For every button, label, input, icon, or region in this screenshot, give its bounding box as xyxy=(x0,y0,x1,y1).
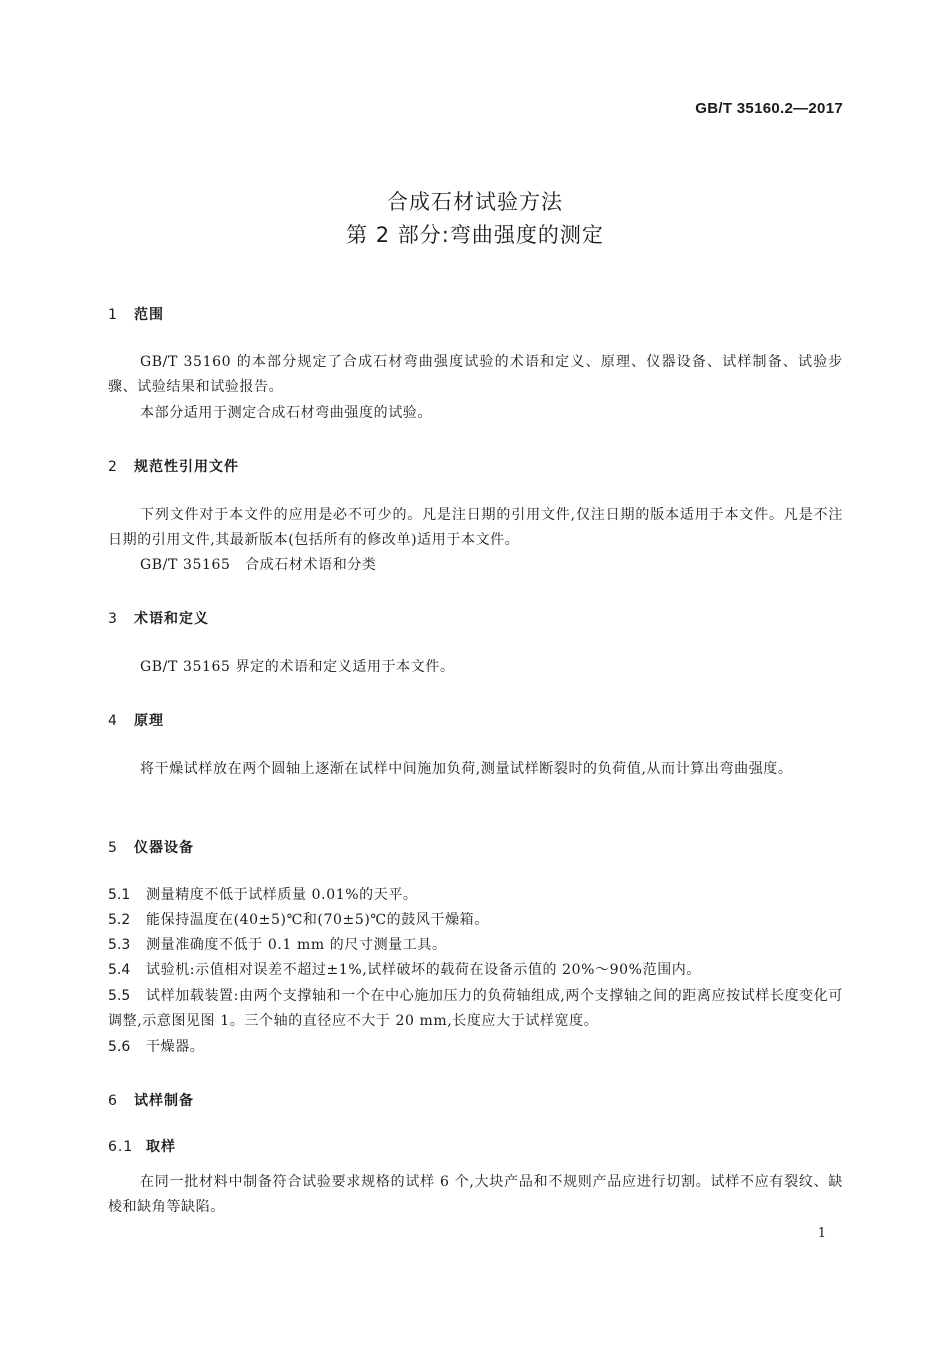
section-2-reference: GB/T 35165 合成石材术语和分类 xyxy=(140,557,377,573)
section-3-heading xyxy=(108,608,209,628)
section-3-paragraph-1: GB/T 35165 界定的术语和定义适用于本文件。 xyxy=(140,659,455,675)
item-number: 5.6 xyxy=(108,1039,131,1055)
section-number: 1 xyxy=(108,307,118,323)
section-title: 原理 xyxy=(134,713,164,729)
section-4-heading xyxy=(108,710,164,730)
item-number: 5.4 xyxy=(108,962,131,978)
list-item xyxy=(108,958,843,983)
item-number: 5.1 xyxy=(108,887,131,903)
item-text: 能保持温度在(40±5)℃和(70±5)℃的鼓风干燥箱。 xyxy=(146,912,489,928)
standard-code: GB/T 35160.2—2017 xyxy=(695,100,843,117)
item-text: 测量精度不低于试样质量 0.01%的天平。 xyxy=(146,887,418,903)
list-item xyxy=(108,933,843,958)
document-title: 合成石材试验方法 xyxy=(387,190,563,214)
list-item xyxy=(108,908,843,933)
list-item xyxy=(108,883,843,908)
section-6-1-heading xyxy=(108,1136,176,1156)
section-1-paragraph-1: GB/T 35160 的本部分规定了合成石材弯曲强度试验的术语和定义、原理、仪器设备、试样制备、试验步骤、试验结果和试验报告。 xyxy=(108,354,843,395)
item-text: 干燥器。 xyxy=(146,1039,205,1055)
section-number: 2 xyxy=(108,459,118,475)
section-title: 术语和定义 xyxy=(134,611,209,627)
subsection-number: 6.1 xyxy=(108,1139,134,1155)
section-title: 仪器设备 xyxy=(134,840,194,856)
section-1-paragraph-2: 本部分适用于测定合成石材弯曲强度的试验。 xyxy=(140,405,432,421)
section-6-1-paragraph-1: 在同一批材料中制备符合试验要求规格的试样 6 个,大块产品和不规则产品应进行切割。试样不应有裂纹、缺棱和缺角等缺陷。 xyxy=(108,1174,843,1215)
section-number: 6 xyxy=(108,1093,118,1109)
section-title: 范围 xyxy=(134,307,164,323)
section-1-heading xyxy=(108,304,164,324)
section-4-paragraph-1: 将干燥试样放在两个圆轴上逐渐在试样中间施加负荷,测量试样断裂时的负荷值,从而计算出弯曲强度。 xyxy=(140,761,793,777)
section-number: 4 xyxy=(108,713,118,729)
page-number: 1 xyxy=(817,1226,826,1241)
section-number: 5 xyxy=(108,840,118,856)
section-number: 3 xyxy=(108,611,118,627)
item-text: 测量准确度不低于 0.1 mm 的尺寸测量工具。 xyxy=(146,937,447,953)
section-6-heading xyxy=(108,1090,194,1110)
document-subtitle: 第 2 部分:弯曲强度的测定 xyxy=(346,223,604,247)
item-number: 5.2 xyxy=(108,912,131,928)
item-text: 试样加载装置:由两个支撑轴和一个在中心施加压力的负荷轴组成,两个支撑轴之间的距离应按试样长度变化可调整,示意图见图 1。三个轴的直径应不大于 20 mm,长度应大于试样宽度。 xyxy=(108,988,843,1029)
section-title: 试样制备 xyxy=(134,1093,194,1109)
subsection-title: 取样 xyxy=(146,1139,176,1155)
section-2-paragraph-1: 下列文件对于本文件的应用是必不可少的。凡是注日期的引用文件,仅注日期的版本适用于本文件。凡是不注日期的引用文件,其最新版本(包括所有的修改单)适用于本文件。 xyxy=(108,507,843,548)
section-5-heading xyxy=(108,837,194,857)
section-title: 规范性引用文件 xyxy=(134,459,239,475)
list-item xyxy=(108,1035,843,1060)
item-number: 5.3 xyxy=(108,937,131,953)
section-2-heading xyxy=(108,456,239,476)
list-item xyxy=(108,984,843,1034)
item-number: 5.5 xyxy=(108,988,131,1004)
item-text: 试验机:示值相对误差不超过±1%,试样破坏的载荷在设备示值的 20%～90%范围内。 xyxy=(146,962,701,978)
